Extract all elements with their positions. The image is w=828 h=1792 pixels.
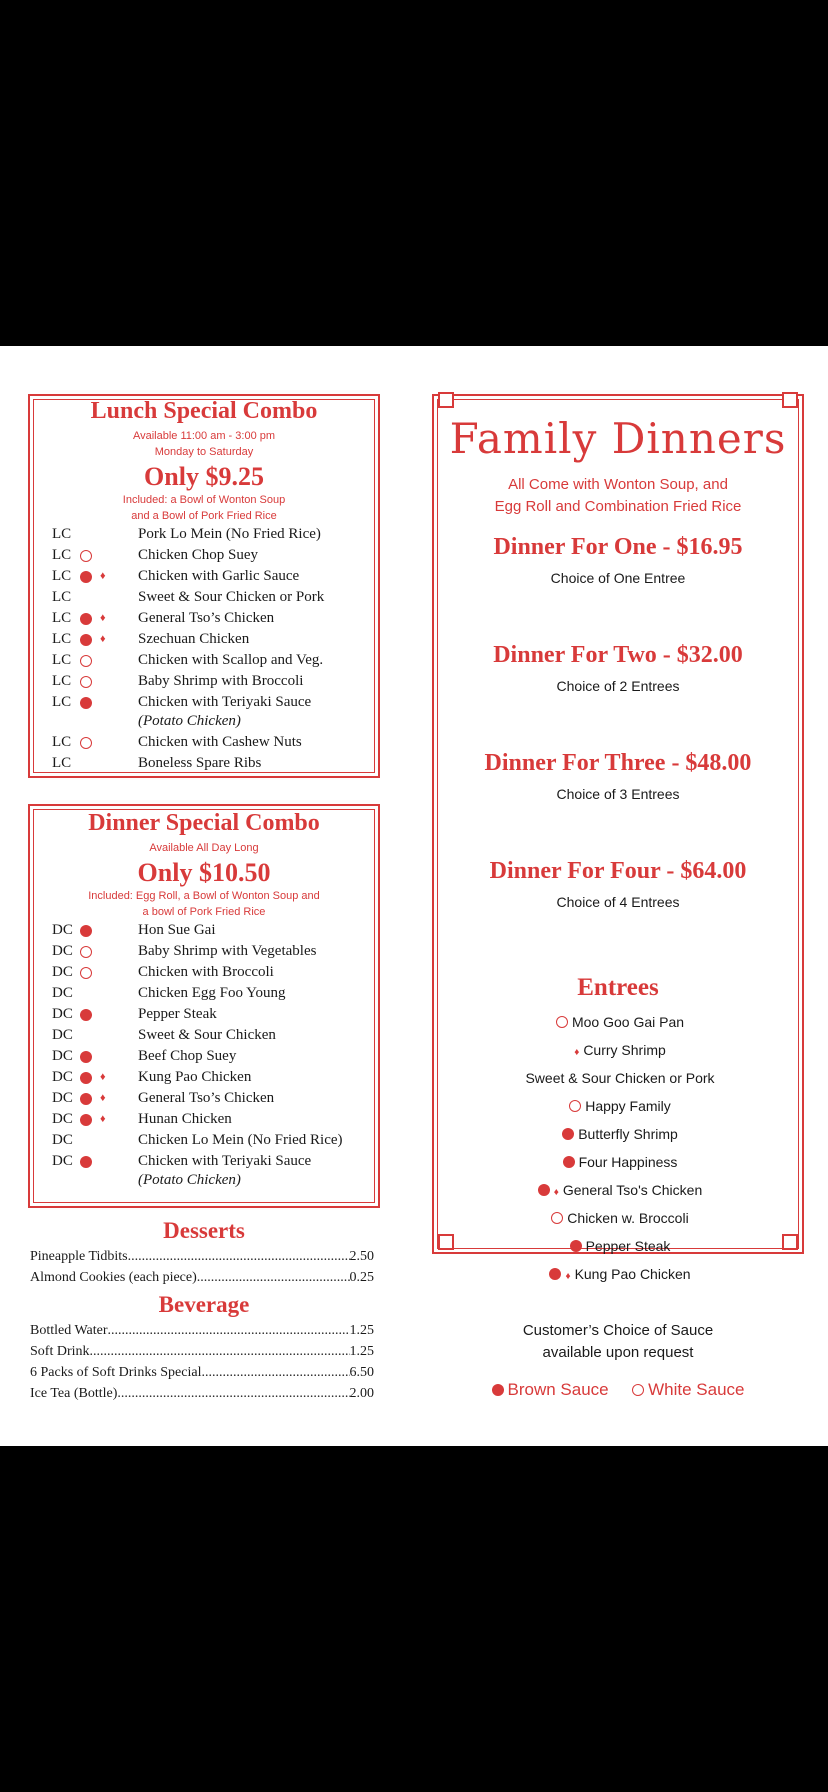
white-sauce-dot-icon [80,676,92,688]
item-code: LC [52,755,72,771]
item-name: Hon Sue Gai [138,922,216,938]
item-name: Baby Shrimp with Broccoli [138,673,304,689]
family-dinner-choice: Choice of One Entree [550,570,686,586]
beverage-item [30,1383,374,1404]
white-sauce-dot-icon [80,655,92,667]
beverage-item [30,1362,374,1383]
entree-item [434,1124,806,1144]
item-name: 6 Packs of Soft Drinks Special [30,1365,202,1380]
brown-sauce-dot-icon [80,925,92,937]
item-name: Ice Tea (Bottle) [30,1386,118,1401]
white-sauce-dot-icon [80,737,92,749]
entree-name: Curry Shrimp [583,1042,666,1058]
desserts-title: Desserts [163,1218,245,1243]
lunch-included-1: Included: a Bowl of Wonton Soup [122,494,286,506]
sauce-legend [432,1380,804,1400]
entree-item [434,1096,806,1116]
entree-item [434,1152,806,1172]
entree-item [434,1040,806,1063]
white-sauce-dot-icon [80,550,92,562]
white-sauce-dot-icon [569,1100,581,1112]
corner-ornament [782,392,798,408]
item-code: DC [52,1048,73,1064]
entree-item [434,1264,806,1287]
item-code: LC [52,547,72,563]
brown-sauce-dot-icon [80,1114,92,1126]
dot-leader [90,1341,350,1362]
chili-pepper-icon: ♦ [100,612,106,624]
item-code: LC [52,734,72,750]
item-code: DC [52,1111,73,1127]
lunch-price: Only $9.25 [144,462,264,491]
item-name: Sweet & Sour Chicken or Pork [138,589,325,605]
item-code: DC [52,964,73,980]
item-name: Pineapple Tidbits [30,1249,128,1264]
entree-name: Kung Pao Chicken [574,1266,691,1282]
item-name: Chicken with Garlic Sauce [138,568,300,584]
desserts-item [30,1267,374,1288]
hollow-dot-icon [632,1384,644,1396]
item-name: Chicken with Cashew Nuts [138,734,302,750]
item-name: Bottled Water [30,1323,108,1338]
chili-pepper-icon: ♦ [565,1271,571,1282]
chili-pepper-icon: ♦ [574,1047,580,1058]
brown-sauce-dot-icon [80,1009,92,1021]
brown-sauce-dot-icon [80,1051,92,1063]
family-dinner-choice: Choice of 3 Entrees [556,786,680,802]
item-name: Pepper Steak [138,1006,217,1022]
family-dinner-choice: Choice of 2 Entrees [556,678,680,694]
item-code: DC [52,1006,73,1022]
family-subtitle-1: All Come with Wonton Soup, and [508,476,728,493]
white-sauce-dot-icon [80,967,92,979]
beverage-item [30,1341,374,1362]
item-code: DC [52,1027,73,1043]
brown-sauce-dot-icon [80,697,92,709]
corner-ornament [438,392,454,408]
item-code: LC [52,694,72,710]
brown-sauce-dot-icon [80,1072,92,1084]
dot-leader [201,1362,349,1383]
item-name: Baby Shrimp with Vegetables [138,943,317,959]
item-code: DC [52,1090,73,1106]
entree-name: Butterfly Shrimp [578,1126,678,1142]
item-code: LC [52,631,72,647]
chili-pepper-icon: ♦ [100,1092,106,1104]
item-name: Hunan Chicken [138,1111,232,1127]
item-name: Almond Cookies (each piece) [30,1270,197,1285]
dinner-included-2: a bowl of Pork Fried Rice [142,906,266,918]
item-name: Beef Chop Suey [138,1048,237,1064]
entree-name: Moo Goo Gai Pan [571,1014,685,1030]
sauce-note-2: available upon request [542,1344,694,1361]
item-code: LC [52,610,72,626]
entree-name: General Tso's Chicken [562,1182,703,1198]
item-name: Boneless Spare Ribs [138,755,262,771]
beverage-item [30,1320,374,1341]
family-subtitle-2: Egg Roll and Combination Fried Rice [494,498,742,515]
menu-page [0,346,828,1446]
item-price: 1.25 [349,1344,374,1359]
item-note: (Potato Chicken) [138,713,241,729]
item-code: LC [52,526,72,542]
item-price: 2.50 [349,1249,374,1264]
brown-sauce-dot-icon [570,1240,582,1252]
item-code: DC [52,922,73,938]
item-price: 2.00 [349,1386,374,1401]
item-code: DC [52,1153,73,1169]
family-title: Family Dinners [449,414,787,463]
item-name: Pork Lo Mein (No Fried Rice) [138,526,321,542]
white-sauce-dot-icon [556,1016,568,1028]
item-code: LC [52,652,72,668]
entree-name: Pepper Steak [585,1238,671,1254]
white-sauce-dot-icon [80,946,92,958]
entree-name: Happy Family [585,1098,671,1114]
item-code: DC [52,1132,73,1148]
entree-item [434,1068,806,1088]
item-note: (Potato Chicken) [138,1172,241,1188]
entree-item [434,1180,806,1203]
entree-name: Four Happiness [578,1154,678,1170]
item-price: 0.25 [349,1270,374,1285]
family-dinner-label: Dinner For Three - $48.00 [484,750,752,776]
filled-dot-icon [492,1384,504,1396]
item-name: Chicken Lo Mein (No Fried Rice) [138,1132,343,1148]
white-sauce-dot-icon [551,1212,563,1224]
entrees-title: Entrees [577,974,659,1001]
entree-item [434,1012,806,1032]
brown-sauce-dot-icon [80,571,92,583]
chili-pepper-icon: ♦ [100,1071,106,1083]
white-sauce-label: White Sauce [648,1380,745,1399]
dot-leader [108,1320,350,1341]
brown-sauce-dot-icon [562,1128,574,1140]
sauce-note-1: Customer’s Choice of Sauce [522,1322,714,1339]
dot-leader [197,1267,350,1288]
brown-sauce-dot-icon [80,1156,92,1168]
brown-sauce-dot-icon [80,613,92,625]
item-name: Chicken with Teriyaki Sauce [138,694,312,710]
family-dinner-label: Dinner For Four - $64.00 [489,858,747,884]
entree-item [434,1208,806,1228]
item-name: Chicken Chop Suey [138,547,258,563]
entree-name: Chicken w. Broccoli [567,1210,689,1226]
beverage-title: Beverage [158,1292,250,1317]
item-code: DC [52,985,73,1001]
lunch-included-2: and a Bowl of Pork Fried Rice [131,510,277,522]
dinner-availability: Available All Day Long [149,842,259,854]
lunch-availability-hours: Available 11:00 am - 3:00 pm [132,430,276,442]
lunch-title: Lunch Special Combo [90,398,318,424]
item-name: General Tso’s Chicken [138,610,275,626]
brown-sauce-dot-icon [80,634,92,646]
chili-pepper-icon: ♦ [553,1187,559,1198]
item-price: 6.50 [349,1365,374,1380]
item-name: Soft Drink [30,1344,90,1359]
item-name: Chicken Egg Foo Young [138,985,286,1001]
item-name: Chicken with Scallop and Veg. [138,652,324,668]
dinner-included-1: Included: Egg Roll, a Bowl of Wonton Soup and [88,890,320,902]
entree-item [434,1236,806,1256]
dot-leader [117,1383,349,1404]
family-dinner-label: Dinner For One - $16.95 [493,534,743,560]
dot-leader [128,1246,350,1267]
dinner-title: Dinner Special Combo [88,810,320,836]
chili-pepper-icon: ♦ [100,1113,106,1125]
item-name: Chicken with Teriyaki Sauce [138,1153,312,1169]
item-name: Szechuan Chicken [138,631,250,647]
lunch-availability-days: Monday to Saturday [154,446,254,458]
item-code: LC [52,589,72,605]
entree-name: Sweet & Sour Chicken or Pork [525,1070,715,1086]
item-name: Sweet & Sour Chicken [138,1027,276,1043]
item-code: DC [52,1069,73,1085]
brown-sauce-dot-icon [563,1156,575,1168]
brown-sauce-label: Brown Sauce [507,1380,609,1399]
item-code: LC [52,568,72,584]
item-code: DC [52,943,73,959]
brown-sauce-dot-icon [549,1268,561,1280]
brown-sauce-dot-icon [80,1093,92,1105]
dinner-price: Only $10.50 [137,858,271,887]
item-name: General Tso’s Chicken [138,1090,275,1106]
item-name: Chicken with Broccoli [138,964,274,980]
chili-pepper-icon: ♦ [100,570,106,582]
family-dinner-choice: Choice of 4 Entrees [556,894,680,910]
item-name: Kung Pao Chicken [138,1069,252,1085]
chili-pepper-icon: ♦ [100,633,106,645]
brown-sauce-dot-icon [538,1184,550,1196]
item-price: 1.25 [349,1323,374,1338]
item-code: LC [52,673,72,689]
family-dinner-label: Dinner For Two - $32.00 [493,642,743,668]
desserts-item [30,1246,374,1267]
